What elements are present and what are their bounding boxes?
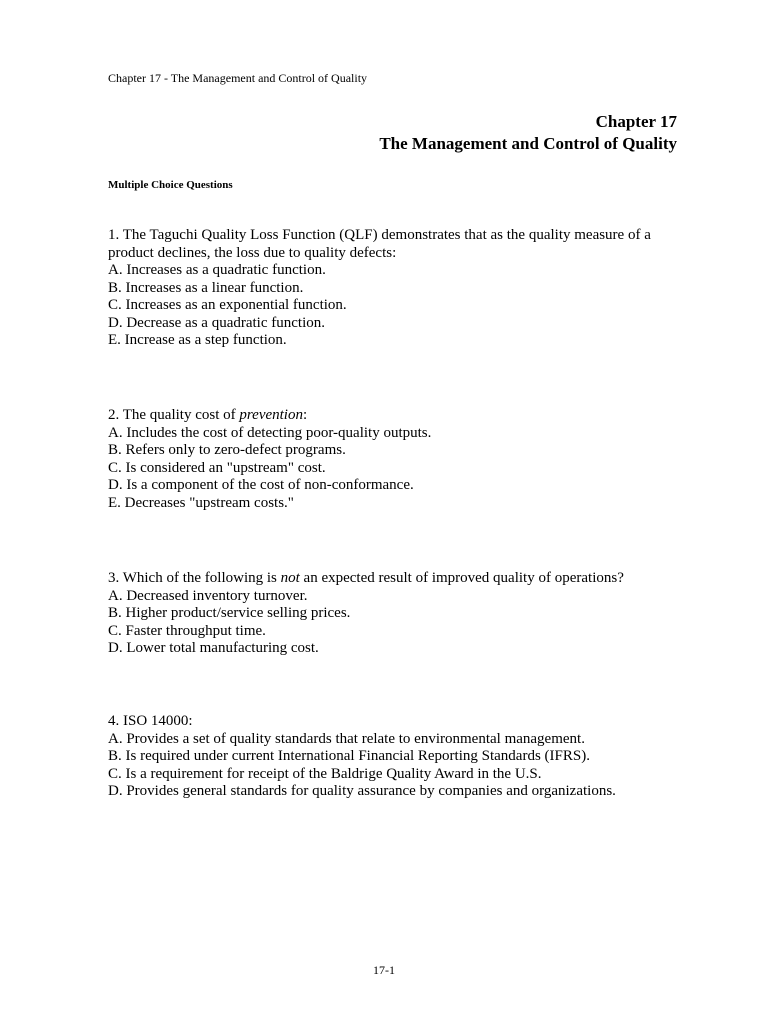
question-stem-text: 2. The quality cost of [108,407,240,423]
answer-option: C. Is considered an "upstream" cost. [108,459,326,476]
answer-option: C. Faster throughput time. [108,622,266,639]
question-stem: 4. ISO 14000: [108,713,193,729]
answer-option: B. Increases as a linear function. [108,279,304,296]
answer-option: D. Decrease as a quadratic function. [108,314,325,331]
question-2 [108,407,668,512]
question-stem [108,407,668,425]
question-stem-text: an expected result of improved quality of operations? [299,570,624,586]
question-1 [108,227,668,350]
answer-option: E. Increase as a step function. [108,332,287,348]
question-stem-emphasis: prevention [239,407,303,423]
running-header: Chapter 17 - The Management and Control of Quality [108,71,368,85]
chapter-title-block [379,111,677,155]
answer-option: A. Decreased inventory turnover. [108,587,308,604]
answer-option: B. Is required under current International Financial Reporting Standards (IFRS). [108,748,590,764]
answer-option: D. Is a component of the cost of non-conformance. [108,477,414,493]
section-heading: Multiple Choice Questions [108,179,233,191]
answer-option: A. Increases as a quadratic function. [108,262,326,278]
answer-option: C. Is a requirement for receipt of the Baldrige Quality Award in the U.S. [108,765,542,782]
answer-option: A. Provides a set of quality standards that relate to environmental management. [108,730,585,747]
question-3 [108,570,668,658]
answer-option: E. Decreases "upstream costs." [108,494,294,511]
question-stem-line: product declines, the loss due to quality defects: [108,244,397,261]
answer-option: D. Provides general standards for quality assurance by companies and organizations. [108,783,616,799]
answer-option: C. Increases as an exponential function. [108,297,347,313]
question-stem-line: 1. The Taguchi Quality Loss Function (QLF) demonstrates that as the quality measure of a [108,227,651,243]
question-4 [108,713,668,801]
question-stem-emphasis: not [280,570,300,586]
chapter-title: The Management and Control of Quality [379,134,677,153]
answer-option: D. Lower total manufacturing cost. [108,640,319,656]
answer-option: B. Higher product/service selling prices. [108,605,351,621]
page-number: 17-1 [373,963,395,977]
question-stem [108,570,668,588]
answer-option: A. Includes the cost of detecting poor-quality outputs. [108,424,432,441]
question-stem-text: 3. Which of the following is [108,570,281,586]
answer-option: B. Refers only to zero-defect programs. [108,442,346,458]
question-stem-text: : [302,407,308,423]
chapter-number: Chapter 17 [595,112,677,131]
